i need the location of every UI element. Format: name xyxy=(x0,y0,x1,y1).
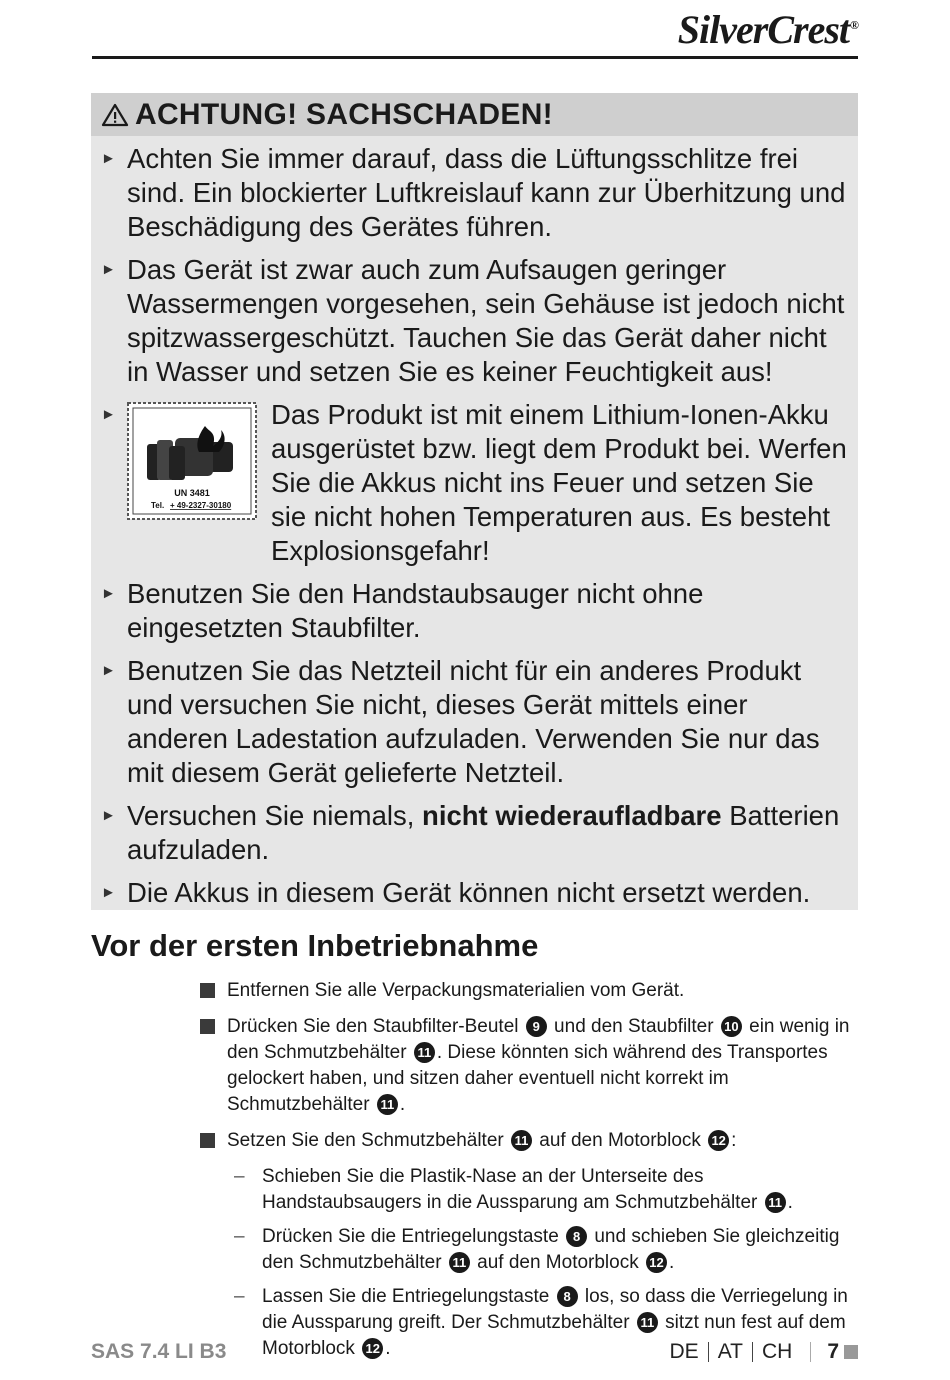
bullet-arrow-icon: ► xyxy=(101,585,116,602)
section-title: Vor der ersten Inbetriebnahme xyxy=(91,928,539,963)
ref-number: 11 xyxy=(511,1130,532,1151)
ref-number: 11 xyxy=(377,1094,398,1115)
ref-number: 10 xyxy=(721,1016,742,1037)
warning-title: ACHTUNG! SACHSCHADEN! xyxy=(135,97,553,131)
bullet-arrow-icon: ► xyxy=(101,662,116,679)
separator xyxy=(752,1342,753,1362)
dash-bullet: – xyxy=(234,1226,245,1247)
square-bullet-icon xyxy=(200,983,215,998)
page-square-icon xyxy=(844,1345,858,1359)
warning-item: ► Achten Sie immer darauf, dass die Lüftungsschlitze frei sind. Ein blockierter Luftkreislauf kann zur Überhitzung und Beschädigung des Gerätes führen. xyxy=(101,143,846,242)
step-item: Drücken Sie den Staubfilter-Beutel 9 und den Staubfilter 10 ein wenig in den Schmutzbehälter 11 . Diese könnten sich während des Transportes gelockert haben, und sitzen daher eventuell nicht korrekt im Schmutzbehälter 11 . xyxy=(200,1014,865,1118)
warning-item: ► Das Gerät ist zwar auch zum Aufsaugen geringer Wassermengen vorgesehen, sein Gehäuse ist jedoch nicht spitzwassergeschützt. Tauchen Sie das Gerät daher nicht in Wasser und setzen Sie es keiner Feuchtigkeit aus! xyxy=(101,254,845,387)
brand-name: SilverCrest xyxy=(677,7,850,52)
warning-list xyxy=(91,136,858,910)
ref-number: 11 xyxy=(637,1312,658,1333)
lang-ch: CH xyxy=(761,1340,793,1363)
sub-step-item: – Drücken Sie die Entriegelungstaste 8 und schieben Sie gleichzeitig den Schmutzbehälter 11 auf den Motorblock 12 . xyxy=(234,1224,865,1276)
label-un-number: UN 3481 xyxy=(174,488,210,498)
ref-number: 11 xyxy=(414,1042,435,1063)
warning-item: ► Benutzen Sie den Handstaubsauger nicht ohne eingesetzten Staubfilter. xyxy=(101,578,704,643)
step-item: Entfernen Sie alle Verpackungsmaterialien vom Gerät. xyxy=(200,978,865,1004)
ref-number: 8 xyxy=(557,1286,578,1307)
separator xyxy=(708,1342,709,1362)
bullet-arrow-icon: ► xyxy=(101,807,116,824)
footer-nav xyxy=(670,1340,859,1364)
sub-step-item: – Schieben Sie die Plastik-Nase an der Unterseite des Handstaubsaugers in die Aussparung am Schmutzbehälter 11 . xyxy=(234,1164,865,1216)
warning-header xyxy=(91,93,858,136)
brand-logo xyxy=(678,6,858,53)
registered-mark: ® xyxy=(850,17,858,32)
header-rule xyxy=(92,56,858,59)
page-number: 7 xyxy=(827,1340,839,1363)
bullet-arrow-icon: ► xyxy=(101,261,116,278)
sub-step-item: – Lassen Sie die Entriegelungstaste 8 los, so dass die Verriegelung in die Aussparung greift. Der Schmutzbehälter 11 sitzt nun fest auf dem Motorblock 12 . xyxy=(234,1284,865,1362)
warning-item: ► Die Akkus in diesem Gerät können nicht ersetzt werden. xyxy=(101,877,811,908)
step-item: Setzen Sie den Schmutzbehälter 11 auf den Motorblock 12 : – Schieben Sie die Plastik-Nase an der Unterseite des Handstaubsaugers in die Aussparung am Schmutzbehälter 11 . – Drücken Sie die Entriegelungstaste 8 und schieben Sie gleichzeitig den Schmutzbehälter 11 auf den Motorblock 12 . – Lassen Sie die Entriegelungstaste 8 los, so dass die Verriegelung in die Aussparung greift. Der Schmutzbehälter 11 sitzt nun fest auf dem Motorblock 12 . xyxy=(200,1128,865,1370)
label-tel-number: + 49-2327-30180 xyxy=(170,501,232,510)
separator xyxy=(810,1342,811,1362)
footer-model: SAS 7.4 LI B3 xyxy=(91,1340,227,1363)
lang-at: AT xyxy=(717,1340,743,1363)
warning-triangle-icon xyxy=(101,103,129,127)
warning-box xyxy=(91,93,858,910)
bullet-arrow-icon: ► xyxy=(101,884,116,901)
lithium-battery-label-icon xyxy=(127,402,257,520)
setup-steps xyxy=(200,978,865,1380)
dash-bullet: – xyxy=(234,1286,245,1307)
ref-number: 11 xyxy=(765,1192,786,1213)
square-bullet-icon xyxy=(200,1133,215,1148)
warning-item: ► Benutzen Sie das Netzteil nicht für ein anderes Produkt und versuchen Sie nicht, dieses Gerät mittels einer anderen Ladestation aufzuladen. Verwenden Sie nur das mit diesem Gerät gelieferte Netzteil. xyxy=(101,655,820,788)
ref-number: 8 xyxy=(566,1226,587,1247)
bullet-arrow-icon: ► xyxy=(101,406,116,423)
ref-number: 12 xyxy=(646,1252,667,1273)
warning-item: ► UN 3481 Tel. + 49-2327-30180 Das Produkt ist mit einem Lithium-Ionen-Akku ausgerüstet bzw. liegt dem Produkt bei. Werfen Sie die Akkus nicht ins Feuer und setzen Sie sie nicht hohen Temperaturen aus. Es besteht Explosionsgefahr! xyxy=(101,399,847,566)
warning-item: ► Versuchen Sie niemals, nicht wiederaufladbare Batterien aufzuladen. xyxy=(101,800,840,865)
label-tel-prefix: Tel. xyxy=(151,501,165,510)
ref-number: 12 xyxy=(708,1130,729,1151)
bullet-arrow-icon: ► xyxy=(101,150,116,167)
dash-bullet: – xyxy=(234,1166,245,1187)
ref-number: 9 xyxy=(526,1016,547,1037)
square-bullet-icon xyxy=(200,1019,215,1034)
ref-number: 11 xyxy=(449,1252,470,1273)
ref-number: 12 xyxy=(362,1338,383,1359)
lang-de: DE xyxy=(669,1340,699,1363)
